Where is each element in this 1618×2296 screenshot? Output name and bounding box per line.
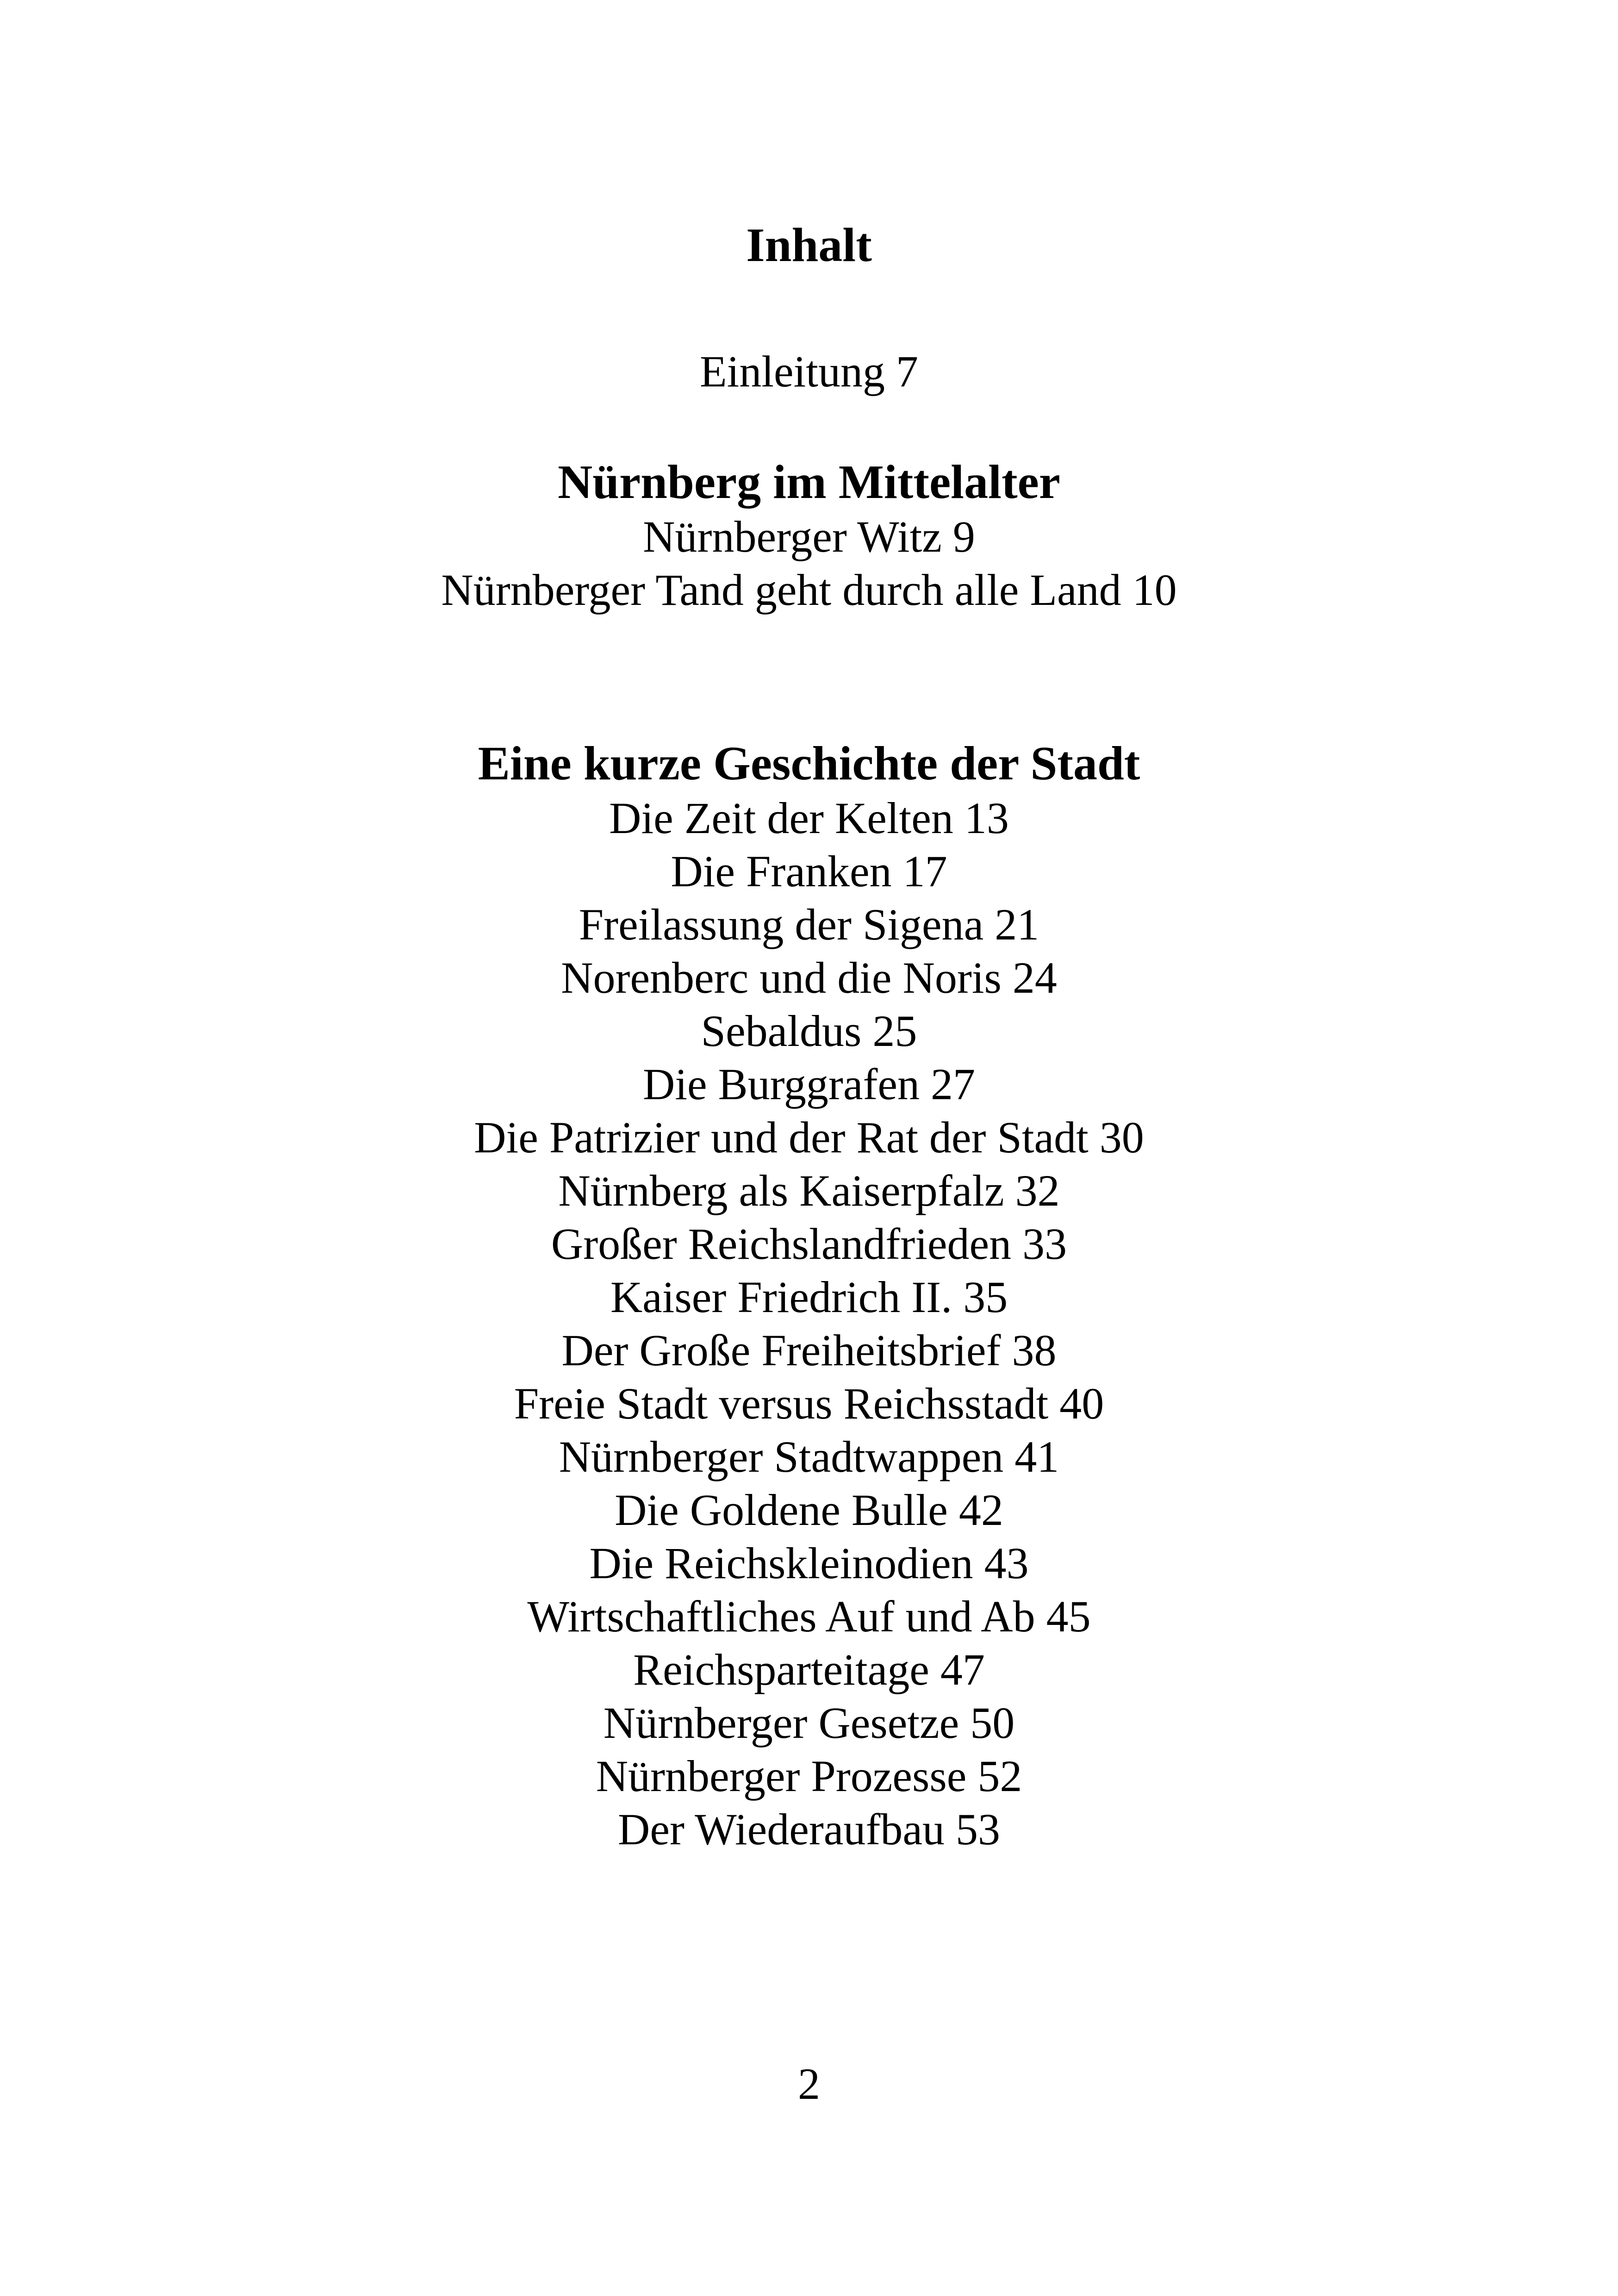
page-number: 2 — [798, 2059, 820, 2109]
toc-title: Inhalt — [746, 218, 872, 272]
toc-entry: Großer Reichslandfrieden 33 — [551, 1219, 1067, 1269]
toc-entry: Die Burggrafen 27 — [642, 1059, 976, 1109]
toc-entry-introduction: Einleitung 7 — [700, 347, 918, 396]
toc-entry: Nürnberger Prozesse 52 — [596, 1751, 1022, 1801]
toc-entry: Sebaldus 25 — [701, 1006, 917, 1056]
toc-entry: Kaiser Friedrich II. 35 — [610, 1272, 1008, 1322]
toc-entry: Norenberc und die Noris 24 — [561, 953, 1057, 1002]
toc-entry: Die Patrizier und der Rat der Stadt 30 — [474, 1113, 1144, 1162]
toc-entry: Nürnberger Tand geht durch alle Land 10 — [441, 565, 1177, 615]
toc-entry: Wirtschaftliches Auf und Ab 45 — [527, 1592, 1091, 1641]
toc-section-city-history — [0, 736, 1618, 1856]
toc-entry: Die Reichskleinodien 43 — [589, 1538, 1029, 1588]
section-heading: Eine kurze Geschichte der Stadt — [478, 737, 1140, 790]
section-heading: Nürnberg im Mittelalter — [558, 455, 1060, 509]
toc-entry: Reichsparteitage 47 — [633, 1645, 985, 1694]
toc-entry: Die Zeit der Kelten 13 — [609, 793, 1009, 843]
toc-entry: Die Franken 17 — [671, 846, 947, 896]
toc-entry: Freilassung der Sigena 21 — [579, 900, 1039, 949]
toc-entry: Die Goldene Bulle 42 — [615, 1485, 1003, 1535]
toc-entry: Der Wiederaufbau 53 — [618, 1804, 1000, 1854]
toc-entry: Nürnberg als Kaiserpfalz 32 — [558, 1166, 1060, 1215]
toc-entry: Der Große Freiheitsbrief 38 — [561, 1325, 1057, 1375]
toc-section-middle-ages — [0, 454, 1618, 616]
toc-entry: Nürnberger Stadtwappen 41 — [559, 1432, 1059, 1481]
toc-entry: Freie Stadt versus Reichsstadt 40 — [514, 1379, 1104, 1428]
toc-entry: Nürnberger Witz 9 — [643, 512, 975, 561]
toc-entry: Nürnberger Gesetze 50 — [603, 1698, 1015, 1748]
